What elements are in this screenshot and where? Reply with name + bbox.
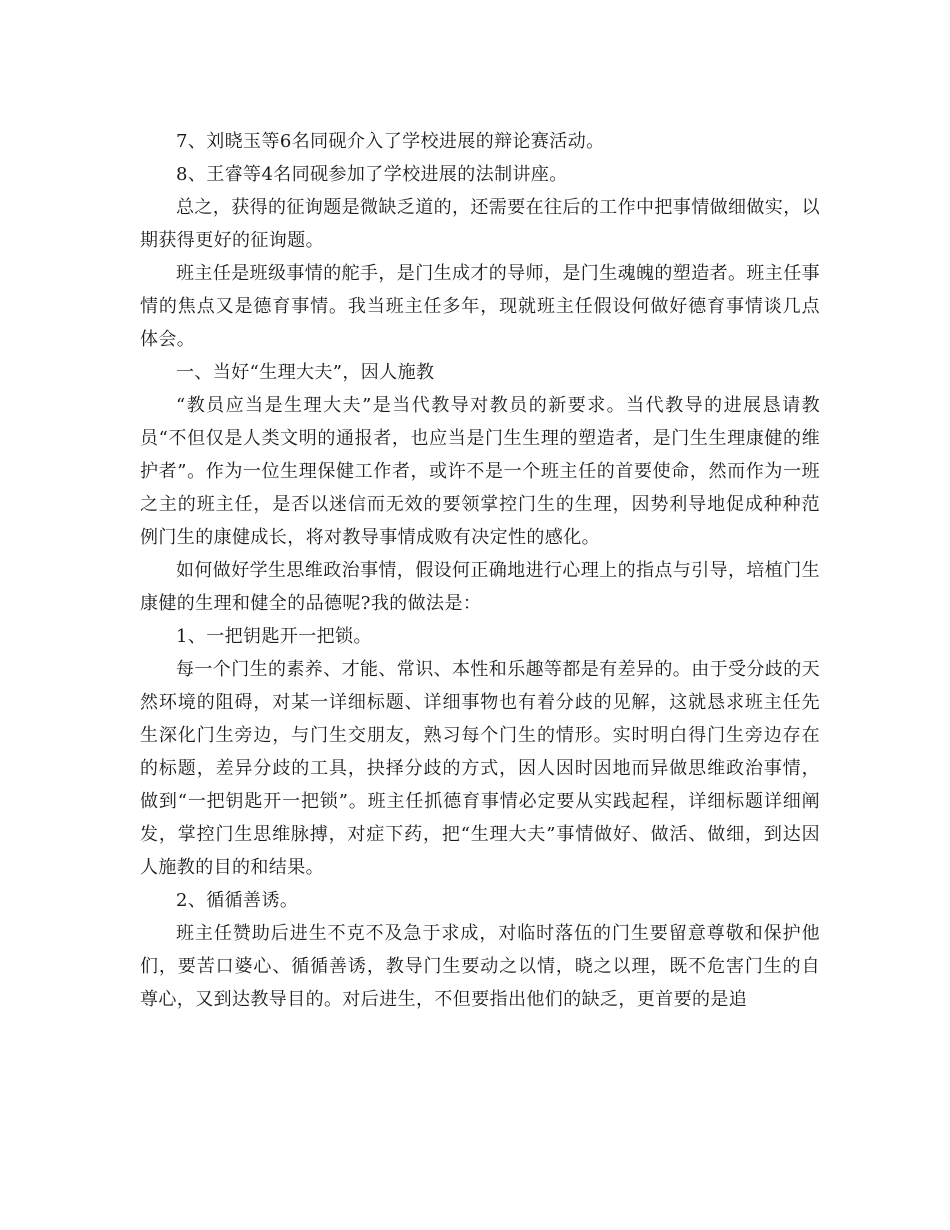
paragraph-item-8: 8、王睿等4名同砚参加了学校进展的法制讲座。 bbox=[176, 164, 568, 185]
section-heading-1: 一、当好“生理大夫”，因人施教 bbox=[176, 362, 435, 383]
document-page bbox=[140, 125, 820, 1016]
paragraph-patient-guidance: 班主任赞助后进生不克不及急于求成，对临时落伍的门生要留意尊敬和保护他们，要苦口婆心、循循善诱，教导门生要动之以情，晓之以理，既不危害门生的自尊心，又到达教导目的。对后进生，不但要指出他们的缺乏，更首要的是追 bbox=[140, 923, 820, 1010]
paragraph-psych-doctor: “教员应当是生理大夫”是当代教导对教员的新要求。当代教导的进展恳请教员“不但仅是人类文明的通报者，也应当是门生生理的塑造者，是门生生理康健的维护者”。作为一位生理保健工作者，或许不是一个班主任的首要使命，然而作为一班之主的班主任，是否以迷信而无效的要领掌控门生的生理，因势利导地促成种种范例门生的康健成长，将对教导事情成败有决定性的感化。 bbox=[140, 395, 820, 548]
paragraph-summary: 总之，获得的征询题是微缺乏道的，还需要在往后的工作中把事情做细做实，以期获得更好的征询题。 bbox=[140, 197, 820, 251]
paragraph-intro: 班主任是班级事情的舵手，是门生成才的导师，是门生魂魄的塑造者。班主任事情的焦点又是德育事情。我当班主任多年，现就班主任假设何做好德育事情谈几点体会。 bbox=[140, 263, 820, 350]
paragraph-item-7: 7、刘晓玉等6名同砚介入了学校进展的辩论赛活动。 bbox=[176, 131, 605, 152]
subheading-2: 2、循循善诱。 bbox=[176, 890, 299, 911]
subheading-1: 1、一把钥匙开一把锁。 bbox=[176, 626, 372, 647]
paragraph-question: 如何做好学生思维政治事情，假设何正确地进行心理上的指点与引导，培植门生康健的生理和健全的品德呢?我的做法是： bbox=[140, 560, 820, 614]
paragraph-key-lock: 每一个门生的素养、才能、常识、本性和乐趣等都是有差异的。由于受分歧的天然环境的阻碍，对某一详细标题、详细事物也有着分歧的见解，这就恳求班主任先生深化门生旁边，与门生交朋友，熟习每个门生的情形。实时明白得门生旁边存在的标题，差异分歧的工具，抉择分歧的方式，因人因时因地而异做思维政治事情，做到“一把钥匙开一把锁”。班主任抓德育事情必定要从实践起程，详细标题详细阐发，掌控门生思维脉搏，对症下药，把“生理大夫”事情做好、做活、做细，到达因人施教的目的和结果。 bbox=[140, 659, 820, 878]
